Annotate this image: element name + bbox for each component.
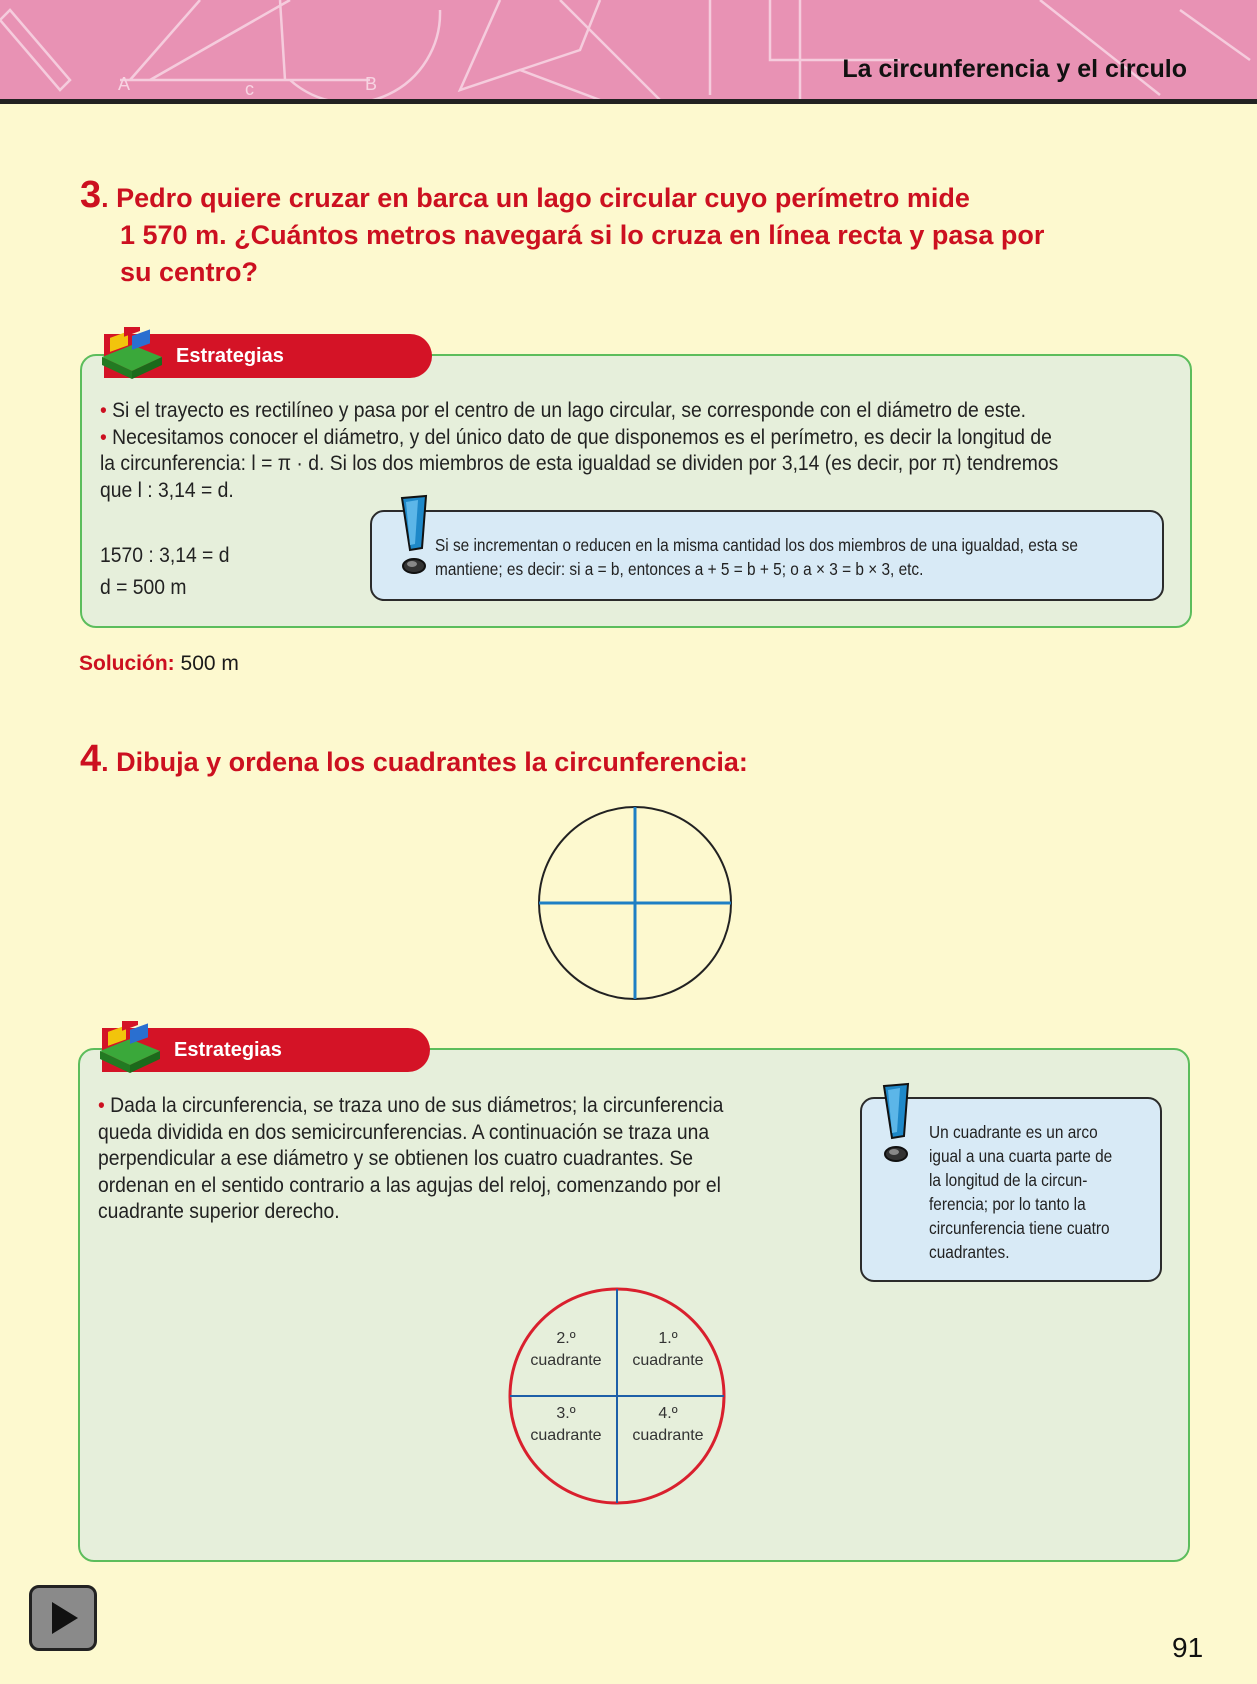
quadrant-3-number: 3.º bbox=[556, 1405, 576, 1422]
question-text-line-3: su centro? bbox=[120, 257, 259, 287]
bullet-2-line-2: la circunferencia: l = π · d. Si los dos miembros de esta igualdad se dividen por 3,14 (es decir, por π) tendremos bbox=[100, 452, 1059, 475]
bullet-2-line-3: que l : 3,14 = d. bbox=[100, 478, 234, 502]
note-2-line-1: Un cuadrante es un arco bbox=[929, 1122, 1098, 1142]
exclamation-icon bbox=[396, 494, 436, 580]
solution-value: 500 m bbox=[180, 652, 239, 675]
strategy-2-line-5: cuadrante superior derecho. bbox=[98, 1200, 340, 1223]
quadrant-4-word: cuadrante bbox=[632, 1427, 704, 1444]
note-1-line-2: mantiene; es decir: si a = b, entonces a + 5 = b + 5; o a × 3 = b × 3, etc. bbox=[435, 559, 924, 579]
strategy-1-bullet-1: • Si el trayecto es rectilíneo y pasa por el centro de un lago circular, se corresponde con el diámetro de este. bbox=[100, 399, 1027, 422]
svg-text:B: B bbox=[365, 74, 378, 94]
puzzle-icon bbox=[96, 327, 168, 387]
note-2-text bbox=[929, 1120, 1149, 1264]
quadrant-1-word: cuadrante bbox=[632, 1352, 704, 1369]
quadrant-1-number: 1.º bbox=[658, 1330, 678, 1347]
quadrant-2-word: cuadrante bbox=[530, 1352, 602, 1369]
bullet-2-line-1: Necesitamos conocer el diámetro, y del único dato de que disponemos es el perímetro, es decir la longitud de bbox=[112, 425, 1052, 449]
puzzle-icon bbox=[94, 1021, 166, 1081]
header-title: La circunferencia y el círculo bbox=[842, 55, 1187, 83]
solution bbox=[79, 652, 239, 676]
note-2-line-2: igual a una cuarta parte de bbox=[929, 1146, 1113, 1166]
strategy-2-line-1-text: Dada la circunferencia, se traza uno de sus diámetros; la circunferencia bbox=[110, 1094, 724, 1117]
quadrant-diagram bbox=[505, 1285, 729, 1509]
question-4-text: . Dibuja y ordena los cuadrantes la circunferencia: bbox=[101, 747, 748, 777]
note-2-line-4: ferencia; por lo tanto la bbox=[929, 1194, 1086, 1214]
note-1-line-1: Si se incrementan o reducen en la misma cantidad los dos miembros de una igualdad, esta se bbox=[435, 535, 1078, 555]
exclamation-icon bbox=[878, 1082, 918, 1168]
strategy-2-line-2: queda dividida en dos semicircunferencias. A continuación se traza una bbox=[98, 1120, 710, 1144]
quadrant-3-word: cuadrante bbox=[530, 1427, 602, 1444]
question-number: 3 bbox=[80, 174, 102, 216]
strategy-2-text bbox=[98, 1093, 816, 1226]
strategy-tab-2: Estrategias bbox=[102, 1028, 430, 1072]
calculation-line-1: 1570 : 3,14 = d bbox=[100, 544, 230, 567]
page-number: 91 bbox=[1172, 1632, 1204, 1663]
strategy-2-line-4: ordenan en el sentido contrario a las agujas del reloj, comenzando por el bbox=[98, 1173, 721, 1197]
strategy-2-line-3: perpendicular a ese diámetro y se obtienen los cuatro cuadrantes. Se bbox=[98, 1147, 693, 1170]
calculation bbox=[100, 543, 229, 601]
svg-text:c: c bbox=[245, 79, 254, 99]
calculation-line-2: d = 500 m bbox=[100, 575, 187, 599]
strategy-1-bullet-2: • Necesitamos conocer el diámetro, y del único dato de que disponemos es el perímetro, es decir la longitud de bbox=[100, 425, 1052, 449]
solution-label: Solución: bbox=[79, 652, 175, 675]
header-divider bbox=[0, 99, 1257, 104]
note-2-line-6: cuadrantes. bbox=[929, 1242, 1010, 1262]
question-3 bbox=[80, 174, 1180, 291]
bullet-1-text: Si el trayecto es rectilíneo y pasa por el centro de un lago circular, se corresponde con el diámetro de este. bbox=[112, 399, 1027, 422]
strategy-1-text bbox=[100, 398, 1176, 504]
play-icon bbox=[32, 1588, 94, 1648]
quadrant-4-number: 4.º bbox=[658, 1405, 678, 1422]
note-2-line-3: la longitud de la circun- bbox=[929, 1170, 1088, 1190]
note-1-text bbox=[435, 533, 1192, 581]
strategy-2-line-1: • Dada la circunferencia, se traza uno de sus diámetros; la circunferencia bbox=[98, 1094, 724, 1117]
quadrant-2-number: 2.º bbox=[556, 1330, 576, 1347]
page-header bbox=[0, 0, 1257, 101]
note-2-line-5: circunferencia tiene cuatro bbox=[929, 1218, 1110, 1238]
question-text-line-1: . Pedro quiere cruzar en barca un lago circular cuyo perímetro mide bbox=[101, 183, 970, 213]
header-geometry-decoration bbox=[0, 0, 1257, 101]
strategy-tab-1: Estrategias bbox=[104, 334, 432, 378]
question-text-line-2: 1 570 m. ¿Cuántos metros navegará si lo cruza en línea recta y pasa por bbox=[120, 220, 1045, 250]
question-number: 4 bbox=[80, 738, 102, 780]
circle-diagram bbox=[535, 805, 735, 1005]
svg-text:A: A bbox=[118, 74, 131, 94]
play-button[interactable] bbox=[29, 1585, 97, 1651]
question-4 bbox=[80, 738, 748, 781]
